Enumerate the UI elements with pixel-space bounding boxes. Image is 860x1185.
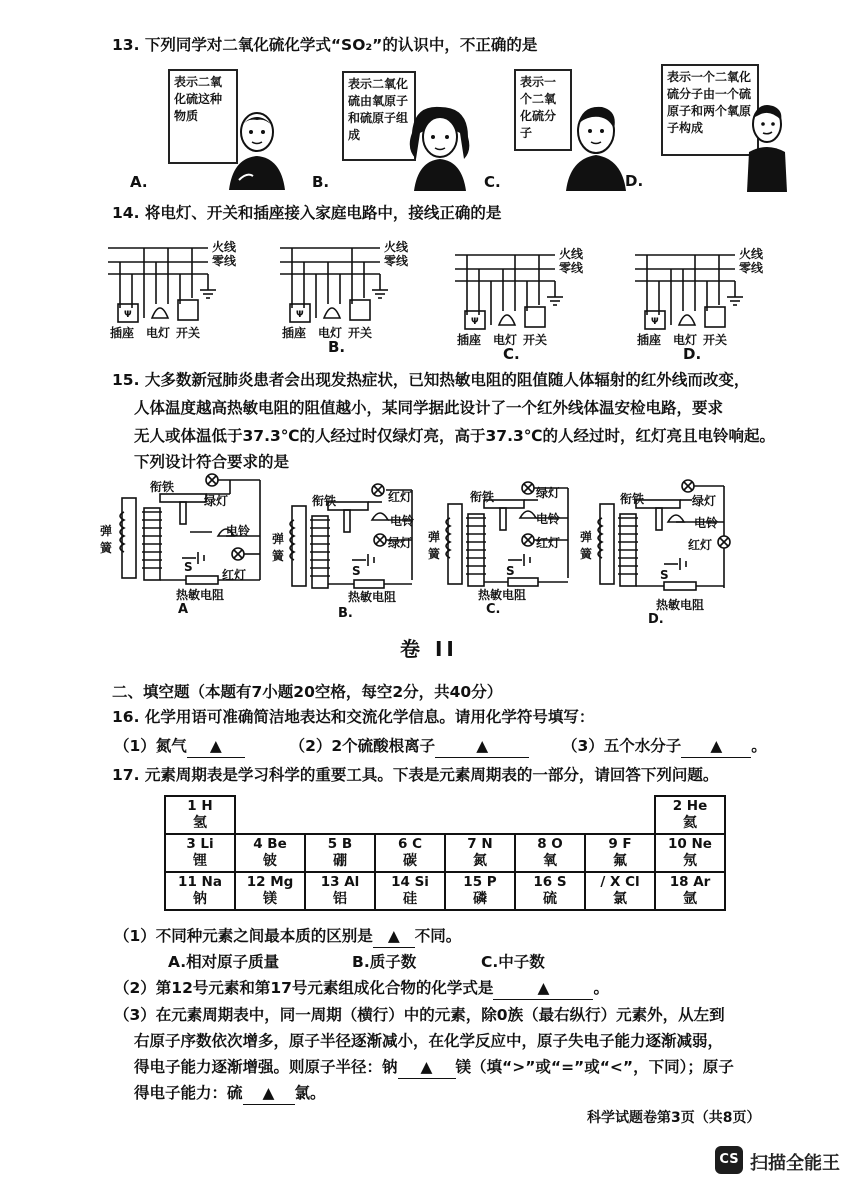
boy-figure-icon [562, 103, 628, 191]
element-cell: 15 P 磷 [445, 872, 515, 910]
q15-circuit-b [272, 480, 432, 625]
q17-sub-3-line-4: 得电子能力：硫 ▲ 氯。 [134, 1082, 326, 1105]
armature-label: 衔铁 [470, 490, 495, 504]
option-b: B.质子数 [352, 953, 417, 971]
q15-line-3: 无人或体温低于37.3℃的人经过时仅绿灯亮，高于37.3℃的人经过时，红灯亮且电铃响起。 [134, 427, 776, 445]
table-row [165, 796, 725, 834]
element-cell: 9 F 氟 [585, 834, 655, 872]
q15-line-4: 下列设计符合要求的是 [134, 453, 290, 471]
q17-sub-3-line-3: 得电子能力逐渐增强。则原子半径：钠 ▲ 镁（填“>”或“=”或“<”，下同）；原子 [134, 1056, 734, 1079]
svg-text:Ψ: Ψ [471, 317, 479, 327]
switch-label: 开关 [523, 333, 548, 347]
q13-figure-b [312, 65, 482, 195]
q15-circuit-c [428, 478, 588, 623]
switch-s-label: S [184, 560, 193, 574]
live-wire-label: 火线 [739, 247, 764, 261]
watermark-text: 扫描全能王 [750, 1153, 840, 1174]
lamp-label: 电灯 [493, 333, 518, 347]
answer-blank[interactable]: ▲ [243, 1082, 295, 1105]
element-cell: 8 O 氧 [515, 834, 585, 872]
thermistor-label: 热敏电阻 [348, 590, 397, 604]
page-footer: 科学试题卷第3页（共8页） [587, 1110, 761, 1126]
bell-label: 电铃 [226, 524, 251, 538]
lamp-label: 电灯 [146, 326, 171, 340]
green-light-label: 绿灯 [204, 494, 229, 508]
live-wire-label: 火线 [212, 240, 237, 254]
home-circuit-diagram [280, 238, 450, 338]
q17-sub-1: （1）不同种元素之间最本质的区别是 ▲ 不同。 [114, 925, 461, 948]
option-a-letter: A. [130, 173, 148, 191]
option-c-letter: C. [484, 173, 501, 191]
answer-blank[interactable]: ▲ [435, 735, 529, 758]
option-d-letter: D. [683, 345, 702, 363]
answer-blank[interactable]: ▲ [373, 925, 415, 948]
socket-label: 插座 [457, 333, 482, 347]
answer-blank[interactable]: ▲ [398, 1056, 456, 1079]
neutral-wire-label: 零线 [559, 261, 584, 275]
svg-text:Ψ: Ψ [124, 310, 132, 320]
spring-label: 弹簧 [580, 530, 593, 561]
element-cell: 6 C 碳 [375, 834, 445, 872]
switch-s-label: S [352, 564, 361, 578]
q13-figure-a [130, 65, 290, 195]
q14-circuit-c [455, 245, 625, 363]
q13-figure-c [484, 65, 644, 195]
home-circuit-diagram [635, 245, 805, 345]
option-b-letter: B. [312, 173, 330, 191]
girl-figure-icon [402, 103, 477, 191]
switch-s-label: S [506, 564, 515, 578]
relay-circuit-diagram [580, 478, 745, 608]
q15-line-1: 15. 大多数新冠肺炎患者会出现发热症状，已知热敏电阻的阻值随人体辐射的红外线而改变， [112, 371, 750, 389]
element-cell: 18 Ar 氩 [655, 872, 725, 910]
svg-text:Ψ: Ψ [651, 317, 659, 327]
table-row [165, 872, 725, 910]
q15-line-2: 人体温度越高热敏电阻的阻值越小，某同学据此设计了一个红外线体温安检电路，要求 [134, 399, 724, 417]
q16-part-1: （1）氮气 [114, 737, 187, 755]
option-c-letter: C. [486, 602, 501, 617]
home-circuit-diagram [455, 245, 625, 345]
section-title: 卷 II [400, 637, 458, 661]
option-a-letter: A [178, 602, 189, 617]
bell-label: 电铃 [390, 514, 415, 528]
answer-blank[interactable]: ▲ [493, 977, 593, 1000]
option-d-letter: D. [648, 612, 664, 627]
element-cell: 3 Li 锂 [165, 834, 235, 872]
thermistor-label: 热敏电阻 [656, 598, 705, 612]
svg-text:Ψ: Ψ [296, 310, 304, 320]
element-cell: 10 Ne 氖 [655, 834, 725, 872]
option-b-letter: B. [338, 606, 353, 621]
socket-label: 插座 [637, 333, 662, 347]
speech-bubble: 表示一个二氧化硫分子由一个硫原子和两个氧原子构成 [661, 64, 759, 156]
q16-answers [114, 735, 767, 758]
q14-circuit-d [635, 245, 805, 363]
element-cell: 1 H 氢 [165, 796, 235, 834]
element-cell: 13 Al 铝 [305, 872, 375, 910]
red-light-label: 红灯 [388, 490, 413, 504]
q17-sub-3-line-1: （3）在元素周期表中，同一周期（横行）中的元素，除0族（最右纵行）元素外，从左到 [114, 1006, 725, 1024]
red-light-label: 红灯 [536, 536, 561, 550]
q16-stem: 16. 化学用语可准确简洁地表达和交流化学信息。请用化学符号填写： [112, 708, 595, 726]
green-light-label: 绿灯 [692, 494, 717, 508]
q14-circuit-a [108, 238, 278, 350]
speech-bubble: 表示二氧化硫由氧原子和硫原子组成 [342, 71, 416, 161]
element-cell: 12 Mg 镁 [235, 872, 305, 910]
q13-stem: 13. 下列同学对二氧化硫化学式“SO₂”的认识中，不正确的是 [112, 36, 538, 54]
speech-bubble: 表示一个二氧化硫分子 [514, 69, 572, 151]
q14-circuit-b [280, 238, 450, 358]
q17-sub-1-options [168, 951, 545, 973]
q13-figure-d [625, 60, 795, 195]
armature-label: 衔铁 [620, 492, 645, 506]
element-cell: 5 B 硼 [305, 834, 375, 872]
switch-label: 开关 [176, 326, 201, 340]
socket-label: 插座 [110, 326, 135, 340]
live-wire-label: 火线 [384, 240, 409, 254]
spring-label: 弹簧 [428, 530, 441, 561]
armature-label: 衔铁 [312, 494, 337, 508]
option-d-letter: D. [625, 172, 644, 190]
live-wire-label: 火线 [559, 247, 584, 261]
neutral-wire-label: 零线 [212, 254, 237, 268]
socket-label: 插座 [282, 326, 307, 340]
thermistor-label: 热敏电阻 [478, 588, 527, 602]
bell-label: 电铃 [536, 512, 561, 526]
neutral-wire-label: 零线 [739, 261, 764, 275]
bell-label: 电铃 [694, 516, 719, 530]
lamp-label: 电灯 [318, 326, 343, 340]
section-heading: 二、填空题（本题有7小题20空格，每空2分，共40分） [112, 683, 503, 701]
element-cell: 16 S 硫 [515, 872, 585, 910]
q14-stem: 14. 将电灯、开关和插座接入家庭电路中，接线正确的是 [112, 204, 502, 222]
periodic-table [164, 795, 726, 911]
element-cell: 11 Na 钠 [165, 872, 235, 910]
q16-part-2: （2）2个硫酸根离子 [289, 737, 436, 755]
thermistor-label: 热敏电阻 [176, 588, 225, 602]
green-light-label: 绿灯 [388, 536, 413, 550]
element-cell: 7 N 氮 [445, 834, 515, 872]
red-light-label: 红灯 [222, 568, 247, 582]
element-cell: 2 He 氦 [655, 796, 725, 834]
option-c-letter: C. [503, 345, 520, 363]
element-cell: / X Cl 氯 [585, 872, 655, 910]
armature-label: 衔铁 [150, 480, 175, 494]
option-c: C.中子数 [481, 953, 545, 971]
camscanner-logo-icon: CS [715, 1146, 743, 1174]
option-b-letter: B. [328, 338, 346, 356]
switch-s-label: S [660, 568, 669, 582]
q17-sub-2: （2）第12号元素和第17号元素组成化合物的化学式是 ▲ 。 [114, 977, 609, 1000]
q17-stem: 17. 元素周期表是学习科学的重要工具。下表是元素周期表的一部分，请回答下列问题。 [112, 766, 719, 784]
boy-figure-icon [741, 102, 791, 192]
home-circuit-diagram [108, 238, 278, 338]
neutral-wire-label: 零线 [384, 254, 409, 268]
red-light-label: 红灯 [688, 538, 713, 552]
spring-label: 弹簧 [100, 524, 113, 555]
q16-period: 。 [751, 737, 767, 755]
spring-label: 弹簧 [272, 532, 285, 563]
element-cell: 4 Be 铍 [235, 834, 305, 872]
answer-blank[interactable]: ▲ [187, 735, 245, 758]
q15-circuit-a [100, 472, 275, 622]
speech-bubble: 表示二氧化硫这种物质 [168, 69, 238, 164]
relay-circuit-diagram [428, 478, 588, 603]
q17-sub-3-line-2: 右原子序数依次增多，原子半径逐渐减小，在化学反应中，原子失电子能力逐渐减弱， [134, 1032, 724, 1050]
q15-circuit-d [580, 478, 745, 628]
green-light-label: 绿灯 [536, 486, 561, 500]
element-cell: 14 Si 硅 [375, 872, 445, 910]
boy-figure-icon [225, 110, 290, 190]
switch-label: 开关 [703, 333, 728, 347]
switch-label: 开关 [348, 326, 373, 340]
answer-blank[interactable]: ▲ [681, 735, 751, 758]
lamp-label: 电灯 [673, 333, 698, 347]
q16-part-3: （3）五个水分子 [562, 737, 682, 755]
option-a: A.相对原子质量 [168, 953, 280, 971]
table-row [165, 834, 725, 872]
